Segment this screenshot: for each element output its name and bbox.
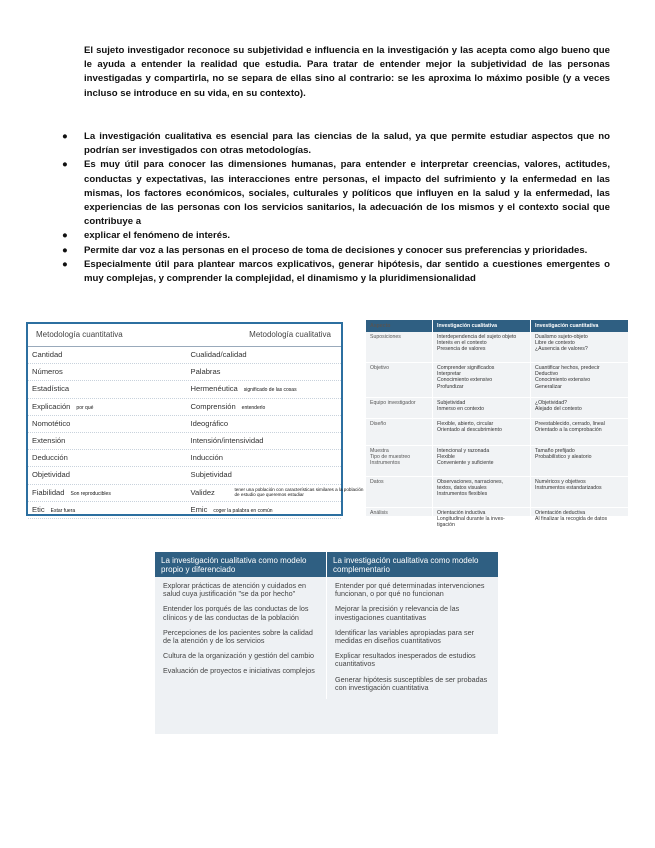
aspect-line: Datos xyxy=(370,479,384,485)
cell-line: Numéricos y objetivos xyxy=(535,479,586,485)
term: Palabras xyxy=(190,367,221,377)
table-header xyxy=(28,324,341,347)
cell-line: Intencional y razonada xyxy=(437,448,490,454)
aspect-line: Equipo investigador xyxy=(370,400,416,406)
qualitative-cell xyxy=(432,508,530,534)
cell-line: Preestablecido, cerrado, lineal xyxy=(535,421,605,427)
bullet-icon: ● xyxy=(62,258,68,270)
cell-line: Deductivo xyxy=(535,371,559,378)
term: Intensión/intensividad xyxy=(190,435,264,445)
quantitative-cell xyxy=(28,450,183,466)
cell-line: Tamaño prefijado xyxy=(535,448,575,454)
list-item: Identificar las variables apropiadas para ser medidas en diseños cuantitativos xyxy=(335,627,475,646)
table-row xyxy=(28,467,341,484)
qualitative-cell xyxy=(183,502,342,518)
table-row xyxy=(28,416,341,433)
aspect-cell xyxy=(366,477,432,507)
quantitative-cell xyxy=(28,485,183,501)
qualitative-cell xyxy=(183,450,342,466)
term: Ideográfico xyxy=(190,418,229,428)
cell-line: Instrumentos flexibles xyxy=(437,491,488,498)
aspect-line: Suposiciones xyxy=(370,334,401,340)
table-row xyxy=(28,450,341,467)
list-item: ● Permite dar voz a las personas en el proceso de toma de decisiones y conocer sus preferencias y prioridades. xyxy=(56,244,610,258)
term: Validez xyxy=(190,487,215,497)
cell-line: Profundizar xyxy=(437,383,464,390)
table-row xyxy=(366,446,628,477)
quantitative-cell xyxy=(530,332,628,362)
cell-line: Subjetividad xyxy=(437,400,466,406)
term: Inducción xyxy=(190,453,224,463)
list-item: Cultura de la organización y gestión del cambio xyxy=(163,651,315,661)
quantitative-cell xyxy=(530,363,628,397)
quantitative-cell xyxy=(530,419,628,445)
term: Estadística xyxy=(32,384,70,394)
cell-line: Orientación deductiva xyxy=(535,510,586,516)
qualitative-cell xyxy=(432,477,530,507)
qualitative-cell xyxy=(183,347,342,363)
term: Deducción xyxy=(32,453,68,463)
qualitative-cell xyxy=(432,446,530,476)
list-item: ● La investigación cualitativa es esencial para las ciencias de la salud, ya que permite estudiar aspectos que no podrían ser investigados con otras metodologías. xyxy=(62,131,610,157)
quantitative-cell xyxy=(28,502,183,518)
cell-line: Flexible, abierto, circular xyxy=(437,421,494,427)
cell-line: Conveniente y suficiente xyxy=(437,460,494,467)
handwritten-note: Estar fuera xyxy=(50,507,76,514)
quantitative-cell xyxy=(28,381,183,397)
quantitative-cell xyxy=(28,467,183,483)
header-qualitative: Investigación cualitativa xyxy=(432,320,530,332)
bullet-list xyxy=(56,130,610,286)
quantitative-cell xyxy=(530,477,628,507)
header-qualitative: Metodología cualitativa xyxy=(249,330,331,339)
cell-line: Instrumentos estandarizados xyxy=(535,485,602,492)
header-aspect: Aspecto xyxy=(370,323,391,329)
qualitative-cell xyxy=(432,398,530,418)
list-item: Explorar prácticas de atención y cuidados en salud cuya justificación "se da por hecho" xyxy=(163,581,307,599)
cell-line: Probabilístico y aleatorio xyxy=(535,454,592,461)
table-row xyxy=(28,485,364,502)
term: Fiabilidad xyxy=(32,487,65,497)
aspect-cell xyxy=(366,446,432,476)
header-complementary-model: La investigación cualitativa como modelo complementario xyxy=(326,552,497,577)
aspect-line: Diseño xyxy=(370,421,387,427)
table-row xyxy=(366,508,628,535)
aspect-cell xyxy=(366,398,432,418)
list-item: Explicar resultados inesperados de estudios cuantitativos xyxy=(335,651,476,669)
cell-line: Generalizar xyxy=(535,383,562,390)
cell-line: Observaciones, narraciones, xyxy=(437,479,504,485)
table-row xyxy=(28,433,341,450)
table-body xyxy=(28,347,364,519)
handwritten-note: significado de las cosas xyxy=(243,387,297,394)
term: Emic xyxy=(190,504,208,514)
term: Etic xyxy=(32,504,45,514)
table-row xyxy=(366,332,628,363)
term: Subjetividad xyxy=(190,470,232,480)
header-own-model: La investigación cualitativa como modelo propio y diferenciado xyxy=(161,556,307,574)
models-table xyxy=(155,552,498,734)
qualitative-cell xyxy=(432,332,530,362)
header-quantitative: Metodología cuantitativa xyxy=(36,330,123,339)
table-row xyxy=(28,381,341,398)
table-row xyxy=(366,363,628,398)
aspect-cell xyxy=(366,419,432,445)
cell-line: Interés en el contexto xyxy=(437,340,487,347)
qualitative-cell xyxy=(183,485,364,501)
cell-line: Longitudinal durante la inves- xyxy=(437,516,505,523)
term: Cualidad/calidad xyxy=(190,350,247,359)
qualitative-cell xyxy=(432,363,530,397)
list-item: Evaluación de proyectos e iniciativas complejos xyxy=(163,666,315,676)
handwritten-note: entenderlo xyxy=(241,404,266,411)
bullet-icon: ● xyxy=(62,230,68,242)
table-row xyxy=(28,347,341,364)
aspect-line: Análisis xyxy=(370,510,388,516)
own-model-column xyxy=(155,577,326,699)
aspect-line: Instrumentos xyxy=(370,460,400,467)
cell-line: textos, datos visuales xyxy=(437,485,487,492)
list-item: Mejorar la precisión y relevancia de las investigaciones cuantitativas xyxy=(335,604,460,622)
aspect-line: Objetivo xyxy=(370,365,390,371)
cell-line: Alejado del contexto xyxy=(535,406,582,413)
aspect-line: Muestra xyxy=(370,448,389,454)
handwritten-note: por qué xyxy=(76,404,94,411)
header-quantitative: Investigación cuantitativa xyxy=(530,320,628,332)
term: Números xyxy=(32,367,63,377)
list-item: ● Es muy útil para conocer las dimensiones humanas, para entender e interpretar creencias, valores, actitudes, conductas y expectativas, las interacciones entre personas, el impacto del sufrimiento y la enfermedad en las mismas, los factores económicos, sociales, culturales y políticos que influyen en la salud y la enfermedad, las experiencias de las personas con los servicios sanitarios, la adecuación de los mismos y el contexto social que contribuye a xyxy=(62,159,610,228)
cell-line: Orientado al descubrimiento xyxy=(437,427,502,434)
complementary-model-column xyxy=(326,577,497,699)
table-header xyxy=(155,552,498,577)
handwritten-note: Son reproducibles xyxy=(70,490,111,497)
cell-line: ¿Ausencia de valores? xyxy=(535,346,588,353)
cell-line: ¿Objetividad? xyxy=(535,400,568,406)
aspect-cell xyxy=(366,332,432,362)
table-header xyxy=(366,320,628,332)
quantitative-cell xyxy=(28,433,183,449)
quantitative-cell xyxy=(28,399,183,415)
cell-line: Inmerso en contexto xyxy=(437,406,485,413)
table-row xyxy=(366,419,628,446)
quantitative-cell xyxy=(530,508,628,534)
cell-line: Conocimiento extensivo xyxy=(535,377,591,384)
cell-line: Conocimiento extensivo xyxy=(437,377,493,384)
term: Comprensión xyxy=(190,401,236,411)
cell-line: tigación xyxy=(437,522,455,529)
quantitative-cell xyxy=(530,398,628,418)
bullet-icon: ● xyxy=(62,131,68,142)
cell-line: Al finalizar la recogida de datos xyxy=(535,516,608,523)
table-row xyxy=(28,364,341,381)
term: Hermenéutica xyxy=(190,384,238,394)
qualitative-cell xyxy=(183,364,342,380)
table-row xyxy=(28,502,341,519)
aspect-cell xyxy=(366,508,432,534)
bullet-icon: ● xyxy=(62,244,68,256)
bullet-icon: ● xyxy=(62,159,68,171)
qualitative-cell xyxy=(183,381,342,397)
list-item: ● explicar el fenómeno de interés. xyxy=(56,229,610,243)
intro-paragraph: El sujeto investigador reconoce su subjetividad e influencia en la investigación y las acepta como algo bueno que le ayuda a entender la realidad que estudia. Para tratar de entender mejor la subjetividad de las personas investigadas y compartirla, no se separa de ellas sino al contrario: se les aproxima lo máximo posible (y a veces incluso se introduce en su vida, en su contexto). xyxy=(84,45,610,99)
qualitative-cell xyxy=(183,399,342,415)
aspect-cell xyxy=(366,363,432,397)
list-item: Percepciones de los pacientes sobre la calidad de la atención y de los servicios xyxy=(163,627,313,646)
term: Explicación xyxy=(32,401,71,411)
quantitative-cell xyxy=(28,347,183,363)
list-item: ● Especialmente útil para plantear marcos explicativos, generar hipótesis, dar sentido a cuestiones emergentes o muy complejas, y comprender la complejidad, el dinamismo y la pluridimensionalidad xyxy=(62,258,610,285)
handwritten-note: tener una población con características similares a la población de estudio que queremos estudiar xyxy=(234,486,364,497)
aspects-table xyxy=(366,320,628,529)
methodology-table xyxy=(26,322,364,516)
cell-line: Presencia de valores xyxy=(437,346,486,353)
cell-line: Interpretar xyxy=(437,371,461,378)
qualitative-cell xyxy=(183,416,342,432)
qualitative-cell xyxy=(183,467,342,483)
table-body xyxy=(366,332,628,535)
table-row xyxy=(366,477,628,508)
cell-line: Cuantificar hechos, predecir xyxy=(535,365,600,371)
term: Objetividad xyxy=(32,470,70,480)
cell-line: Orientado a la comprobación xyxy=(535,427,602,434)
qualitative-cell xyxy=(183,433,342,449)
cell-line: Flexible xyxy=(437,454,455,461)
cell-line: Interdependencia del sujeto objeto xyxy=(437,334,517,340)
cell-line: Comprender significados xyxy=(437,365,495,371)
table-row xyxy=(366,398,628,419)
quantitative-cell xyxy=(28,416,183,432)
qualitative-cell xyxy=(432,419,530,445)
cell-line: Libre de contexto xyxy=(535,340,575,347)
quantitative-cell xyxy=(530,446,628,476)
term: Extensión xyxy=(32,435,66,445)
aspect-line: Tipo de muestreo xyxy=(370,454,411,461)
list-item: Entender los porqués de las conductas de los clínicos y de las conductas de la población xyxy=(163,604,309,622)
list-item: Entender por qué determinadas intervenciones funcionan, o por qué no funcionan xyxy=(335,581,485,599)
list-item: Generar hipótesis susceptibles de ser probadas con investigación cuantitativa xyxy=(335,674,488,692)
cell-line: Dualismo sujeto-objeto xyxy=(535,334,588,340)
table-row xyxy=(28,399,341,416)
quantitative-cell xyxy=(28,364,183,380)
term: Nomotético xyxy=(32,418,71,428)
cell-line: Orientación inductiva xyxy=(437,510,486,516)
handwritten-note: coger la palabra en común xyxy=(213,507,273,514)
term: Cantidad xyxy=(32,350,63,359)
